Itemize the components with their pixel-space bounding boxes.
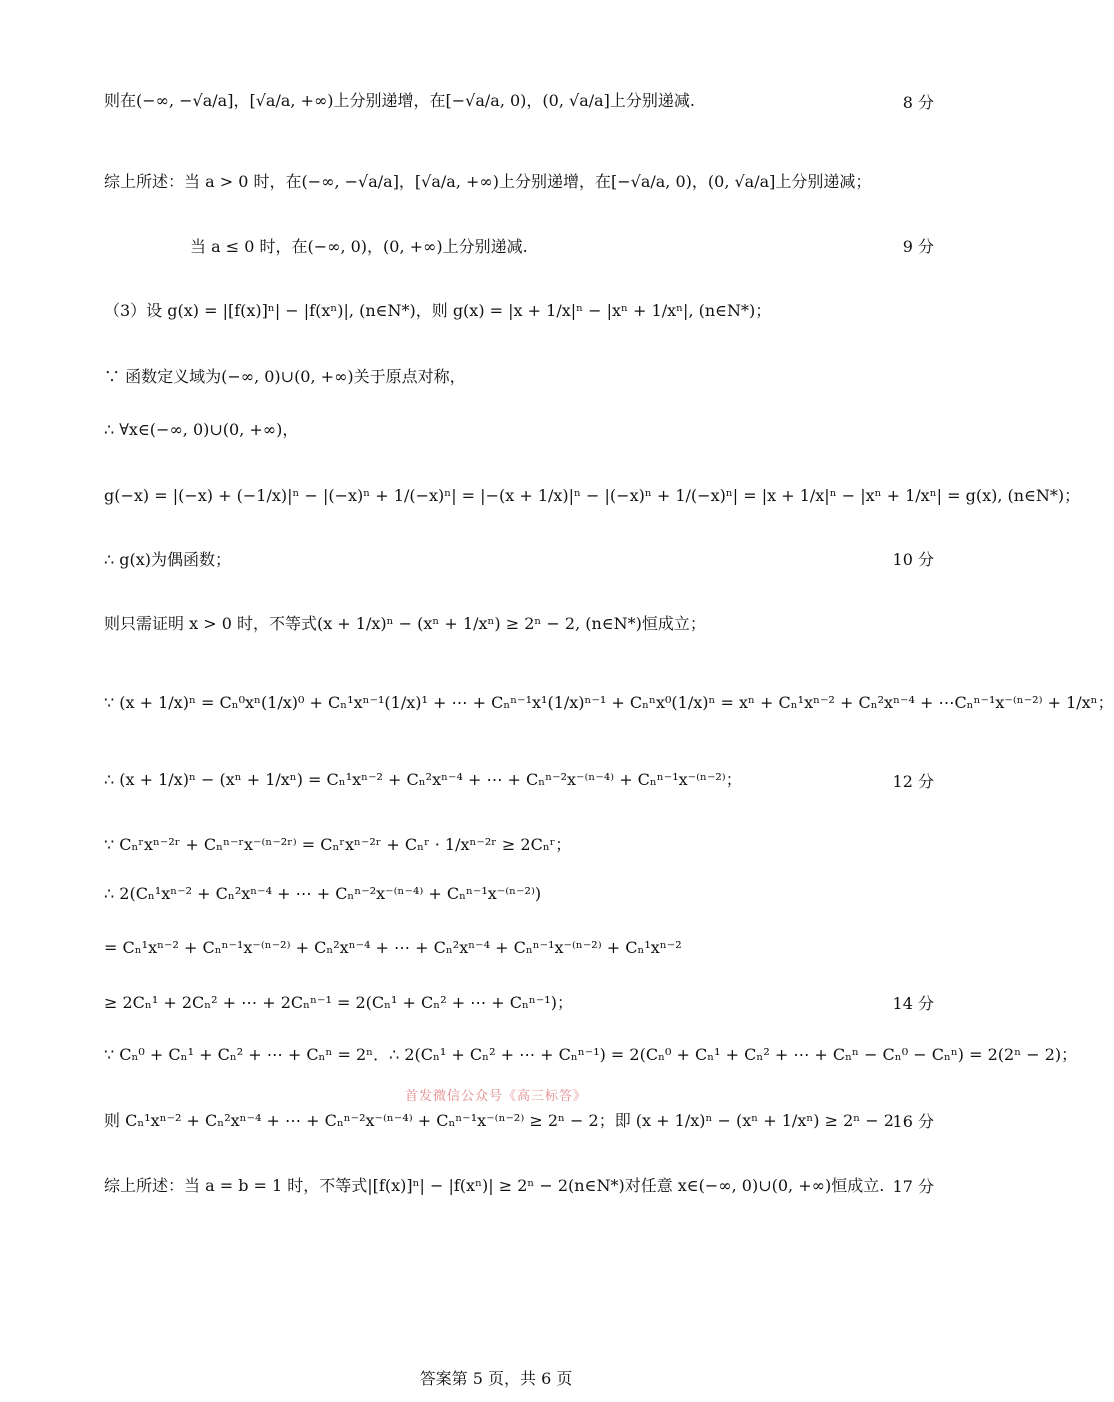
- text-line: [104, 1108, 934, 1131]
- text-line: [104, 417, 934, 440]
- watermark: 首发微信公众号《高三标答》: [404, 1089, 587, 1104]
- score-label: 12 分: [892, 772, 934, 791]
- score-label: 10 分: [892, 550, 934, 569]
- line-text: g(−x) = |(−x) + (−1/x)|ⁿ − |(−x)ⁿ + 1/(−x)ⁿ| = |−(x + 1/x)|ⁿ − |(−x)ⁿ + 1/(−x)ⁿ| = |x + 1/x|ⁿ − |xⁿ + 1/xⁿ| = g(x), (n∈N*)；: [104, 486, 1081, 505]
- text-line: [104, 298, 934, 321]
- line-text: = Cₙ¹xⁿ⁻² + Cₙⁿ⁻¹x⁻⁽ⁿ⁻²⁾ + Cₙ²xⁿ⁻⁴ + ⋯ + Cₙ²xⁿ⁻⁴ + Cₙⁿ⁻¹x⁻⁽ⁿ⁻²⁾ + Cₙ¹xⁿ⁻²: [104, 938, 682, 957]
- line-text: ∴ 2(Cₙ¹xⁿ⁻² + Cₙ²xⁿ⁻⁴ + ⋯ + Cₙⁿ⁻²x⁻⁽ⁿ⁻⁴⁾ + Cₙⁿ⁻¹x⁻⁽ⁿ⁻²⁾): [104, 884, 542, 903]
- score-label: 17 分: [892, 1177, 934, 1196]
- line-text: 综上所述：当 a > 0 时，在(−∞, −√a/a]，[√a/a, +∞)上分别递增，在[−√a/a, 0)，(0, √a/a]上分别递减；: [104, 172, 872, 191]
- score-label: 8 分: [902, 93, 934, 112]
- line-text: ∵ Cₙ⁰ + Cₙ¹ + Cₙ² + ⋯ + Cₙⁿ = 2ⁿ．∴ 2(Cₙ¹ + Cₙ² + ⋯ + Cₙⁿ⁻¹) = 2(Cₙ⁰ + Cₙ¹ + Cₙ² + ⋯ + Cₙⁿ − Cₙ⁰ − Cₙⁿ) = 2(2ⁿ − 2)；: [104, 1045, 1078, 1064]
- text-line: [190, 234, 934, 257]
- line-text: ∴ (x + 1/x)ⁿ − (xⁿ + 1/xⁿ) = Cₙ¹xⁿ⁻² + Cₙ²xⁿ⁻⁴ + ⋯ + Cₙⁿ⁻²x⁻⁽ⁿ⁻⁴⁾ + Cₙⁿ⁻¹x⁻⁽ⁿ⁻²⁾；: [104, 770, 742, 789]
- line-text: ∴ ∀x∈(−∞, 0)∪(0, +∞)，: [104, 420, 299, 439]
- text-line: [104, 483, 1081, 506]
- line-text: ∴ g(x)为偶函数；: [104, 550, 232, 569]
- text-line: [104, 547, 934, 570]
- line-text: ∵ 函数定义域为(−∞, 0)∪(0, +∞)关于原点对称，: [104, 367, 466, 386]
- page-footer: 答案第 5 页，共 6 页: [419, 1369, 573, 1388]
- text-line: [104, 169, 934, 192]
- text-line: [104, 364, 934, 387]
- text-line: [104, 767, 934, 790]
- line-text: 则 Cₙ¹xⁿ⁻² + Cₙ²xⁿ⁻⁴ + ⋯ + Cₙⁿ⁻²x⁻⁽ⁿ⁻⁴⁾ + Cₙⁿ⁻¹x⁻⁽ⁿ⁻²⁾ ≥ 2ⁿ − 2；即 (x + 1/x)ⁿ − (xⁿ + 1/xⁿ) ≥ 2ⁿ − 2: [104, 1111, 894, 1130]
- score-label: 14 分: [892, 994, 934, 1013]
- text-line: [104, 1173, 934, 1196]
- score-label: 9 分: [902, 237, 934, 256]
- line-text: 综上所述：当 a = b = 1 时，不等式|[f(x)]ⁿ| − |f(xⁿ)| ≥ 2ⁿ − 2(n∈N*)对任意 x∈(−∞, 0)∪(0, +∞)恒成立.: [104, 1176, 885, 1195]
- line-text: （3）设 g(x) = |[f(x)]ⁿ| − |f(xⁿ)|, (n∈N*)，则 g(x) = |x + 1/x|ⁿ − |xⁿ + 1/xⁿ|, (n∈N*)；: [104, 301, 772, 320]
- text-line: [104, 1042, 1078, 1065]
- text-line: [104, 832, 934, 855]
- line-text: ≥ 2Cₙ¹ + 2Cₙ² + ⋯ + 2Cₙⁿ⁻¹ = 2(Cₙ¹ + Cₙ² + ⋯ + Cₙⁿ⁻¹)；: [104, 993, 573, 1012]
- line-text: 当 a ≤ 0 时，在(−∞, 0)，(0, +∞)上分别递减.: [190, 237, 528, 256]
- text-line: [104, 88, 934, 111]
- line-text: ∵ (x + 1/x)ⁿ = Cₙ⁰xⁿ(1/x)⁰ + Cₙ¹xⁿ⁻¹(1/x)¹ + ⋯ + Cₙⁿ⁻¹x¹(1/x)ⁿ⁻¹ + Cₙⁿx⁰(1/x)ⁿ = xⁿ + Cₙ¹xⁿ⁻² + Cₙ²xⁿ⁻⁴ + ⋯Cₙⁿ⁻¹x⁻⁽ⁿ⁻²⁾ + 1/xⁿ；: [104, 693, 1114, 712]
- text-line: [104, 690, 1114, 713]
- text-line: [104, 938, 934, 957]
- line-text: ∵ Cₙʳxⁿ⁻²ʳ + Cₙⁿ⁻ʳx⁻⁽ⁿ⁻²ʳ⁾ = Cₙʳxⁿ⁻²ʳ + Cₙʳ · 1/xⁿ⁻²ʳ ≥ 2Cₙʳ；: [104, 835, 572, 854]
- text-line: [104, 611, 934, 634]
- score-label: 16 分: [892, 1112, 934, 1131]
- line-text: 则在(−∞, −√a/a]，[√a/a, +∞)上分别递增，在[−√a/a, 0)，(0, √a/a]上分别递减.: [104, 91, 696, 110]
- line-text: 则只需证明 x > 0 时，不等式(x + 1/x)ⁿ − (xⁿ + 1/xⁿ) ≥ 2ⁿ − 2, (n∈N*)恒成立；: [104, 614, 706, 633]
- text-line: [104, 990, 934, 1013]
- text-line: [104, 884, 934, 903]
